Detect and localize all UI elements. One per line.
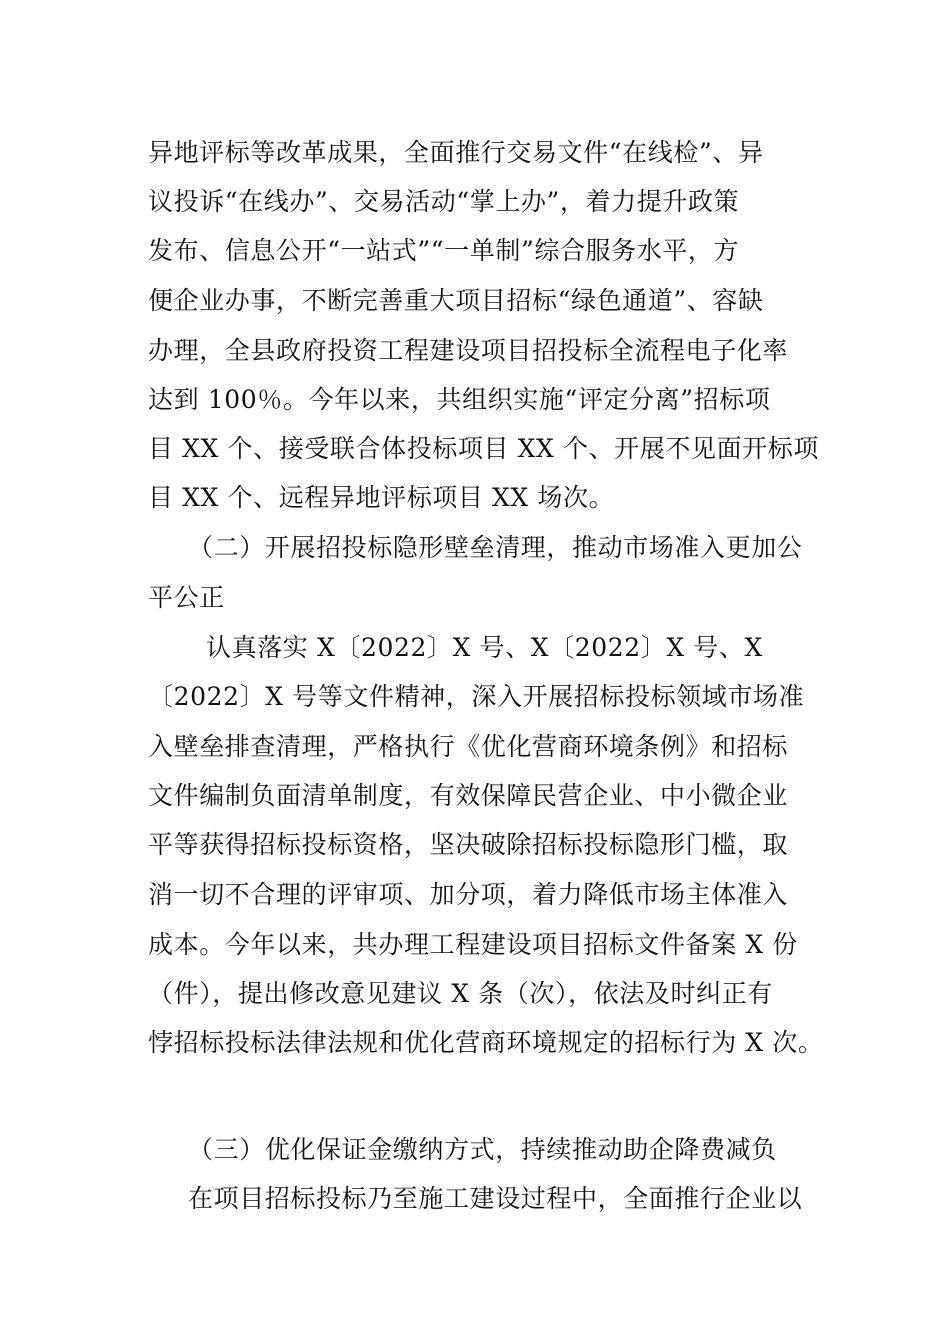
paragraph-2-line-9: 悖招标投标法律法规和优化营商环境规定的招标行为 X 次。 <box>148 1028 824 1057</box>
paragraph-2-line-5: 平等获得招标投标资格，坚决破除招标投标隐形门槛，取 <box>148 830 789 859</box>
paragraph-3-line-1: 在项目招标投标乃至施工建设过程中，全面推行企业以 <box>188 1184 803 1213</box>
paragraph-1-line-6: 达到 100％。今年以来，共组织实施“评定分离”招标项 <box>148 385 771 414</box>
section-heading-2-line-2: 平公正 <box>148 583 225 612</box>
paragraph-2-line-1: 认真落实 X〔2022〕X 号、X〔2022〕X 号、X <box>206 633 763 662</box>
paragraph-2-line-7: 成本。今年以来，共办理工程建设项目招标文件备案 X 份 <box>148 930 798 959</box>
section-heading-3: （三）优化保证金缴纳方式，持续推动助企降费减负 <box>188 1135 777 1164</box>
paragraph-2-line-3: 入壁垒排查清理，严格执行《优化营商环境条例》和招标 <box>148 732 789 761</box>
section-heading-2-line-1: （二）开展招投标隐形壁垒清理，推动市场准入更加公 <box>188 533 803 562</box>
paragraph-1-line-1: 异地评标等改革成果，全面推行交易文件“在线检”、异 <box>148 138 764 167</box>
paragraph-2-line-8: （件），提出修改意见建议 X 条（次），依法及时纠正有 <box>148 979 773 1008</box>
paragraph-2-line-2: 〔2022〕X 号等文件精神，深入开展招标投标领域市场准 <box>148 682 805 711</box>
paragraph-1-line-5: 办理，全县政府投资工程建设项目招投标全流程电子化率 <box>148 336 789 365</box>
paragraph-1-line-8: 目 XX 个、远程异地评标项目 XX 场次。 <box>148 483 615 512</box>
paragraph-2-line-6: 消一切不合理的评审项、加分项，着力降低市场主体准入 <box>148 880 789 909</box>
paragraph-2-line-4: 文件编制负面清单制度，有效保障民营企业、中小微企业 <box>148 781 789 810</box>
paragraph-1-line-7: 目 XX 个、接受联合体投标项目 XX 个、开展不见面开标项 <box>148 434 819 463</box>
paragraph-1-line-2: 议投诉“在线办”、交易活动“掌上办”，着力提升政策 <box>148 187 740 216</box>
paragraph-1-line-4: 便企业办事，不断完善重大项目招标“绿色通道”、容缺 <box>148 286 764 315</box>
paragraph-1-line-3: 发布、信息公开“一站式”“一单制”综合服务水平，方 <box>148 236 740 265</box>
